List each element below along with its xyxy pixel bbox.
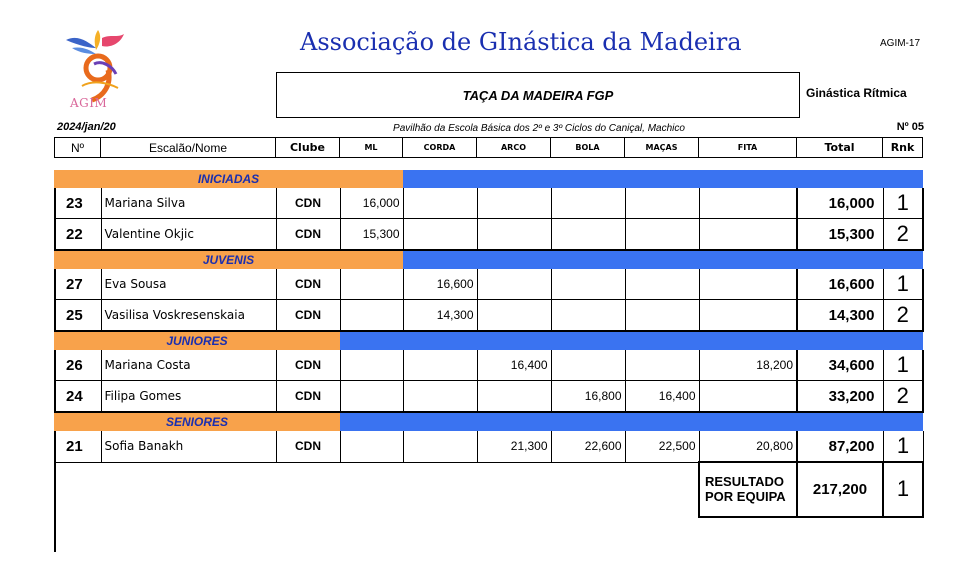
score-ml: 15,300 — [340, 219, 403, 251]
col-arco: ARCO — [477, 138, 551, 158]
team-total: 217,200 — [797, 462, 883, 517]
athlete-club: CDN — [276, 219, 340, 251]
athlete-total: 15,300 — [797, 219, 883, 251]
category-band — [340, 412, 923, 431]
athlete-name: Mariana Costa — [101, 350, 276, 381]
score-fita: 18,200 — [699, 350, 797, 381]
score-fita: 20,800 — [699, 431, 797, 462]
table-row — [54, 350, 923, 381]
athlete-total: 16,600 — [797, 269, 883, 300]
document-code: AGIM-17 — [880, 38, 921, 49]
athlete-bib: 26 — [54, 350, 101, 381]
score-fita — [699, 381, 797, 413]
col-club: Clube — [276, 138, 340, 158]
score-arco — [477, 188, 551, 219]
score-fita — [699, 269, 797, 300]
score-arco — [477, 381, 551, 413]
athlete-total: 33,200 — [797, 381, 883, 413]
score-corda: 14,300 — [403, 300, 477, 332]
athlete-name: Vasilisa Voskresenskaia — [101, 300, 276, 332]
col-total: Total — [797, 138, 883, 158]
competition-title-box — [276, 72, 800, 118]
score-bola — [551, 269, 625, 300]
col-fita: FITA — [699, 138, 797, 158]
score-ml — [340, 381, 403, 413]
score-corda — [403, 219, 477, 251]
score-macas — [625, 219, 699, 251]
table-row — [54, 269, 923, 300]
score-fita — [699, 188, 797, 219]
table-row — [54, 188, 923, 219]
team-row-spacer — [54, 462, 699, 517]
score-macas: 22,500 — [625, 431, 699, 462]
results-table — [54, 170, 924, 518]
score-fita — [699, 300, 797, 332]
team-result-row — [54, 462, 923, 517]
table-row — [54, 431, 923, 462]
score-macas: 16,400 — [625, 381, 699, 413]
category-row — [54, 331, 923, 350]
athlete-name: Filipa Gomes — [101, 381, 276, 413]
category-row — [54, 412, 923, 431]
col-name: Escalão/Nome — [101, 138, 276, 158]
col-ml: ML — [340, 138, 403, 158]
score-macas — [625, 350, 699, 381]
score-ml — [340, 300, 403, 332]
discipline: Ginástica Rítmica — [806, 86, 907, 100]
athlete-rank: 1 — [883, 431, 923, 462]
score-ml — [340, 431, 403, 462]
athlete-total: 34,600 — [797, 350, 883, 381]
score-corda — [403, 381, 477, 413]
logo-text: AGIM — [70, 96, 108, 110]
athlete-rank: 2 — [883, 219, 923, 251]
score-ml — [340, 350, 403, 381]
category-label: JUVENIS — [54, 250, 403, 269]
athlete-total: 16,000 — [797, 188, 883, 219]
athlete-bib: 27 — [54, 269, 101, 300]
athlete-total: 14,300 — [797, 300, 883, 332]
score-arco — [477, 219, 551, 251]
athlete-name: Mariana Silva — [101, 188, 276, 219]
competition-date: 2024/jan/20 — [57, 121, 116, 133]
category-band — [340, 331, 923, 350]
col-bola: BOLA — [551, 138, 625, 158]
category-band — [403, 250, 923, 269]
athlete-name: Eva Sousa — [101, 269, 276, 300]
score-ml: 16,000 — [340, 188, 403, 219]
score-ml — [340, 269, 403, 300]
athlete-club: CDN — [276, 350, 340, 381]
table-row — [54, 381, 923, 413]
sheet-number: Nº 05 — [896, 121, 924, 133]
category-band — [403, 170, 923, 188]
athlete-rank: 1 — [883, 350, 923, 381]
category-label: INICIADAS — [54, 170, 403, 188]
score-corda: 16,600 — [403, 269, 477, 300]
score-fita — [699, 219, 797, 251]
score-arco: 16,400 — [477, 350, 551, 381]
score-macas — [625, 269, 699, 300]
score-bola — [551, 350, 625, 381]
score-arco — [477, 269, 551, 300]
score-bola: 16,800 — [551, 381, 625, 413]
col-rank: Rnk — [883, 138, 923, 158]
athlete-rank: 1 — [883, 269, 923, 300]
athlete-club: CDN — [276, 431, 340, 462]
athlete-bib: 22 — [54, 219, 101, 251]
athlete-total: 87,200 — [797, 431, 883, 462]
score-bola — [551, 188, 625, 219]
score-arco: 21,300 — [477, 431, 551, 462]
score-macas — [625, 300, 699, 332]
score-arco — [477, 300, 551, 332]
athlete-bib: 23 — [54, 188, 101, 219]
athlete-rank: 2 — [883, 381, 923, 413]
athlete-bib: 21 — [54, 431, 101, 462]
score-corda — [403, 350, 477, 381]
team-result-label — [699, 462, 797, 517]
athlete-club: CDN — [276, 188, 340, 219]
organization-title: Associação de GInástica da Madeira — [300, 28, 742, 56]
competition-title: TAÇA DA MADEIRA FGP — [462, 87, 614, 103]
team-label-line1: RESULTADO — [705, 474, 784, 490]
category-row — [54, 170, 923, 188]
score-corda — [403, 188, 477, 219]
score-macas — [625, 188, 699, 219]
team-rank: 1 — [883, 462, 923, 517]
col-number: Nº — [55, 138, 101, 158]
score-bola — [551, 219, 625, 251]
score-bola — [551, 300, 625, 332]
athlete-club: CDN — [276, 381, 340, 413]
col-corda: CORDA — [403, 138, 477, 158]
athlete-club: CDN — [276, 300, 340, 332]
score-bola: 22,600 — [551, 431, 625, 462]
team-label-line2: POR EQUIPA — [705, 489, 786, 505]
athlete-name: Sofia Banakh — [101, 431, 276, 462]
score-corda — [403, 431, 477, 462]
category-row — [54, 250, 923, 269]
athlete-bib: 24 — [54, 381, 101, 413]
athlete-rank: 1 — [883, 188, 923, 219]
category-label: JUNIORES — [54, 331, 340, 350]
category-label: SENIORES — [54, 412, 340, 431]
col-macas: MAÇAS — [625, 138, 699, 158]
column-header-row — [54, 137, 923, 158]
competition-venue: Pavilhão da Escola Básica dos 2º e 3º Ciclos do Caniçal, Machico — [393, 123, 685, 134]
table-row — [54, 219, 923, 251]
athlete-bib: 25 — [54, 300, 101, 332]
athlete-rank: 2 — [883, 300, 923, 332]
athlete-club: CDN — [276, 269, 340, 300]
table-row — [54, 300, 923, 332]
athlete-name: Valentine Okjic — [101, 219, 276, 251]
